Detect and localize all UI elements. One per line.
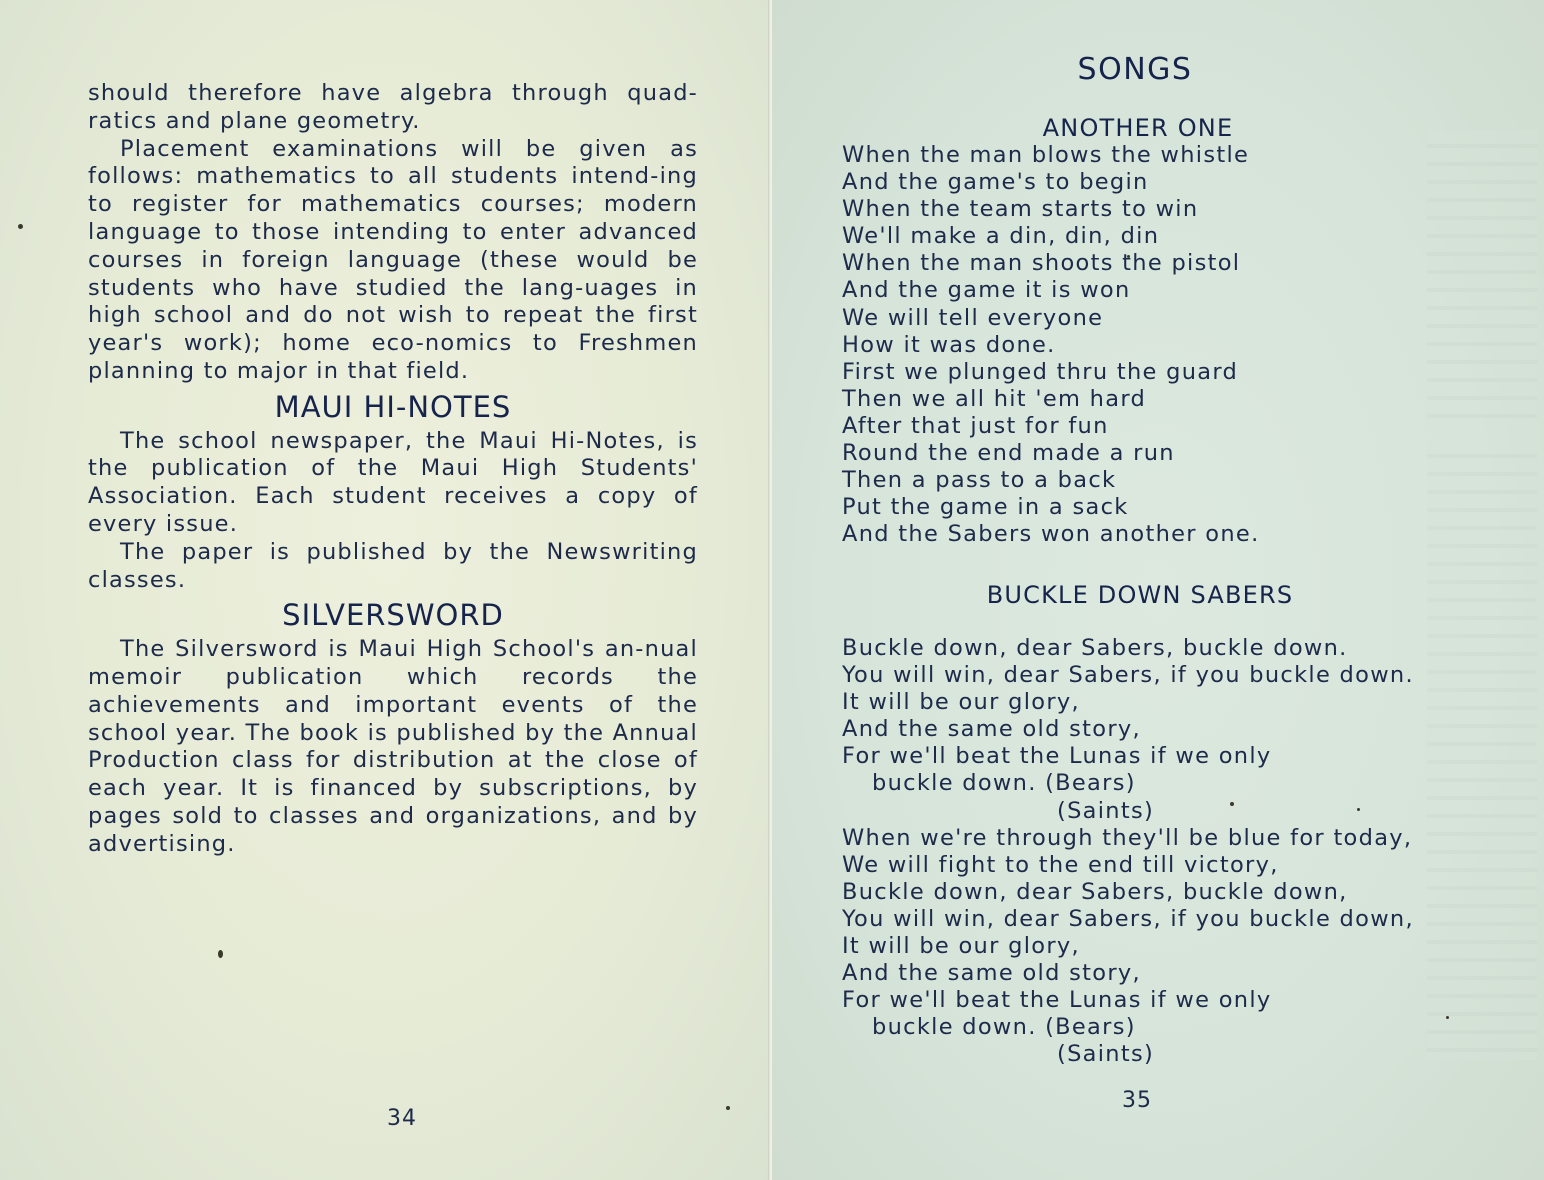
lyric-line: Buckle down, dear Sabers, buckle down, bbox=[842, 878, 1348, 905]
lyric-line: Then a pass to a back bbox=[842, 467, 1117, 494]
lyric-line: How it was done. bbox=[842, 331, 1056, 358]
lyric-line: For we'll beat the Lunas if we only bbox=[842, 743, 1272, 770]
page-number-left: 34 bbox=[387, 1106, 417, 1131]
lyric-line: After that just for fun bbox=[842, 412, 1109, 439]
lyric-line: And the same old story, bbox=[842, 716, 1141, 743]
lyric-line: And the game it is won bbox=[842, 277, 1131, 304]
lyric-line: You will win, dear Sabers, if you buckle down, bbox=[842, 905, 1414, 932]
lyric-line: Round the end made a run bbox=[842, 440, 1175, 467]
song-title-buckle-down-sabers: BUCKLE DOWN SABERS bbox=[986, 581, 1294, 609]
lyric-line: It will be our glory, bbox=[842, 689, 1080, 716]
lyric-line: buckle down. (Bears) bbox=[872, 770, 1136, 797]
lyric-line: We will tell everyone bbox=[842, 304, 1104, 331]
lyric-line: And the same old story, bbox=[842, 960, 1141, 987]
lyric-line: (Saints) bbox=[1057, 1041, 1155, 1068]
lyric-line: When the man blows the whistle bbox=[842, 142, 1250, 168]
page-number-right: 35 bbox=[1122, 1088, 1152, 1113]
intro-paragraph-1: should therefore have algebra through quad-ratics and plane geometry. bbox=[88, 80, 698, 134]
lyric-line: Then we all hit 'em hard bbox=[842, 385, 1147, 412]
lyric-line: (Saints) bbox=[1057, 797, 1155, 824]
lyric-line: And the Sabers won another one. bbox=[842, 521, 1260, 548]
bleed-through-text bbox=[1427, 440, 1537, 1060]
paper-speck bbox=[218, 950, 223, 958]
intro-paragraph-2: Placement examinations will be given as follows: mathematics to all students intend-ing to register for mathematics courses; modern language to those intending to enter advanced courses in foreign language (these would be students who have studied the lang-uages in high school and do not wish to repeat the first year's work); home eco-nomics to Freshmen planning to major in that field. bbox=[88, 135, 698, 384]
hi-notes-paragraph-2: The paper is published by the Newswriting classes. bbox=[88, 538, 698, 593]
lyric-line: First we plunged thru the guard bbox=[842, 358, 1239, 385]
bleed-through-text bbox=[1427, 130, 1537, 430]
lyric-line: When we're through they'll be blue for today, bbox=[842, 824, 1413, 851]
lyric-line: buckle down. (Bears) bbox=[872, 1014, 1136, 1041]
song-title-another-one: ANOTHER ONE bbox=[1042, 114, 1234, 142]
paper-speck bbox=[1446, 1016, 1449, 1019]
lyric-line: Put the game in a sack bbox=[842, 494, 1129, 521]
paper-speck bbox=[18, 224, 23, 229]
song-lyrics-buckle-down-sabers bbox=[842, 635, 1414, 1069]
lyric-line: We'll make a din, din, din bbox=[842, 223, 1160, 250]
lyric-line: When the man shoots the pistol bbox=[842, 250, 1241, 277]
left-page-body bbox=[88, 80, 698, 859]
silversword-paragraph: The Silversword is Maui High School's an-nual memoir publication which records the achievements and important events of the school year. The book is published by the Annual Production class for distribution at the close of each year. It is financed by subscriptions, by pages sold to classes and organizations, and by advertising. bbox=[88, 636, 698, 857]
hi-notes-heading: MAUI HI-NOTES bbox=[274, 389, 512, 424]
lyric-line: It will be our glory, bbox=[842, 933, 1080, 960]
silversword-heading: SILVERSWORD bbox=[282, 598, 504, 633]
lyric-line: Buckle down, dear Sabers, buckle down. bbox=[842, 635, 1348, 661]
paper-speck bbox=[726, 1106, 730, 1110]
songs-title: SONGS bbox=[1077, 52, 1193, 87]
lyric-line: And the game's to begin bbox=[842, 169, 1149, 196]
left-page bbox=[0, 0, 770, 1180]
lyric-line: You will win, dear Sabers, if you buckle down. bbox=[842, 662, 1414, 689]
lyric-line: We will fight to the end till victory, bbox=[842, 851, 1279, 878]
hi-notes-paragraph-1: The school newspaper, the Maui Hi-Notes, is the publication of the Maui High Students' Association. Each student receives a copy of every issue. bbox=[88, 427, 698, 537]
song-lyrics-another-one bbox=[842, 142, 1260, 548]
lyric-line: For we'll beat the Lunas if we only bbox=[842, 987, 1272, 1014]
lyric-line: When the team starts to win bbox=[842, 196, 1199, 223]
